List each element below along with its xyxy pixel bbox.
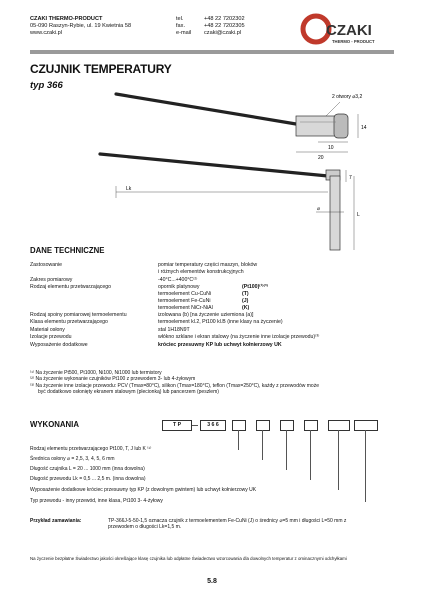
page-number: 5.8 <box>207 578 217 585</box>
code-box-366: 3 6 6 <box>200 420 226 431</box>
tech-table: Zastosowanie pomiar temperatury części maszyn, bloków i różnych elementów konstrukcyjnych Zakres pomiarowy -40°C...+400°C⁽²⁾ Rodzaj elementu przetwarzającego opornik platynowy (Pt100)⁽¹⁾⁽³⁾ termoelement Cu-CuNi (T) termoelement Fe-CuNi (J) termoelement NiCr-NiAl (K) Rodzaj spoiny pomiarowej termoelementu izolowana (b) [na życzenie uziemiona (a)] Klasa elementu przetwarzającego termoelement kl.2, Pt100 kl.B (inne klasy na życzenie) Materiał osłony stal 1H18N9T Izolacje przewodu włókno szklane i ekran stalowy (na życzenie inne izolacje przewodu)⁽³⁾ Wyposażenie dodatkowe króciec przesuwny KP lub uchwyt kołnierzowy UK <box>30 262 320 348</box>
order-row-accessory: Wyposażenie dodatkowe króciec przesuwny typ KP (z dowolnym gwintem) lub uchwyt kołnierzowy UK <box>30 487 257 493</box>
footnote-2: ⁽²⁾ Na życzenie wykonanie czujników Pt100 z przewodem 3- lub 4-żyłowym <box>30 376 196 383</box>
order-heading: WYKONANIA <box>30 420 79 429</box>
header-divider <box>30 50 394 54</box>
example-line-1: TP-366J-5-50-1,5 oznacza czujnik z termoelementem Fe-CuNi (J) o średnicy ⌀=5 mm i długości L=50 mm z <box>108 518 347 524</box>
dim-diameter-label: ⌀ <box>317 206 321 212</box>
code-box-element <box>232 420 246 431</box>
logo-text: CZAKI <box>326 22 372 39</box>
company-name: CZAKI THERMO-PRODUCT <box>30 16 103 22</box>
footnote-1: ⁽¹⁾ Na życzenie Pt500, Pt1000, Ni100, Ni1000 lub termistory <box>30 370 162 376</box>
footnote-3: ⁽³⁾ Na życzenie inne izolacje przewodu: PCV (Tmax=80°C), silikon (Tmax=180°C), teflon (Tmax=250°C), każdy z przewodów może <box>30 382 319 389</box>
code-box-diameter <box>256 420 270 431</box>
example-line-2: przewodem o długości Lk=1,5 m. <box>108 524 182 531</box>
company-website[interactable]: www.czaki.pl <box>30 30 63 37</box>
product-type: typ 366 <box>30 80 63 91</box>
email-label: e-mail <box>176 30 192 37</box>
tel-label: tel. <box>176 16 184 22</box>
email-value[interactable]: czaki@czaki.pl <box>204 30 242 37</box>
dim-14-label: 14 <box>361 125 367 131</box>
company-logo <box>300 12 394 48</box>
code-box-cable <box>304 420 318 431</box>
dim-lk-label: Lk <box>126 186 132 192</box>
code-box-length <box>280 420 294 431</box>
dim-7-label: 7 <box>349 175 352 181</box>
contact-values <box>204 16 245 38</box>
product-title: CZUJNIK TEMPERATURY <box>30 62 172 76</box>
fax-value: +48 22 7202305 <box>204 23 245 30</box>
order-row-length: Długość czujnika L = 20 ... 1000 mm (inna dowolna) <box>30 466 145 472</box>
holes-label: 2 otwory ⌀3,2 <box>332 94 363 100</box>
dim-l-label: L <box>357 212 360 218</box>
code-box-cable-type <box>354 420 378 431</box>
tech-heading: DANE TECHNICZNE <box>30 246 105 255</box>
example-text <box>108 518 396 530</box>
order-row-cable-length: Długość przewodu Lk = 0,5 ... 2,5 m. (inna dowolna) <box>30 476 146 482</box>
logo-subtext: THERMO - PRODUCT <box>332 39 375 44</box>
order-row-cable-type: Typ przewodu - inny przewód, inne klasa, Pt100 3- 4-żyłowy <box>30 498 163 504</box>
contact-labels <box>176 16 191 38</box>
company-address: 05-090 Raszyn-Rybie, ul. 19 Kwietnia 58 <box>30 23 132 30</box>
code-dash <box>192 425 198 426</box>
fax-label: fax. <box>176 23 186 30</box>
code-box-tp: T P <box>162 420 192 431</box>
company-info <box>30 16 131 38</box>
dim-20-label: 20 <box>318 155 324 161</box>
code-box-accessory <box>328 420 350 431</box>
order-row-element: Rodzaj elementu przetwarzającego Pt100, T, J lub K ⁽¹⁾ <box>30 446 152 452</box>
bottom-note: Na życzenie bezpłatne Świadectwo jakości określające klasę czujnika lub odpłatne Świadectwo wzorcowania dla dowolnych temperatur z ominacznymi odchyłkami <box>30 556 347 561</box>
footnote-3-cont: być dodatkowo osłonięty ekranem stalowym (plecionką) lub pancerzem (peszlem) <box>38 389 219 396</box>
tel-value: +48 22 7202302 <box>204 16 245 22</box>
sensor-drawing <box>96 92 396 252</box>
example-label: Przykład zamawiania: <box>30 518 82 524</box>
order-row-diameter: Średnica osłony ⌀ = 2,5, 3, 4, 5, 6 mm <box>30 456 115 462</box>
footnotes <box>30 370 394 396</box>
dim-10-label: 10 <box>328 145 334 151</box>
